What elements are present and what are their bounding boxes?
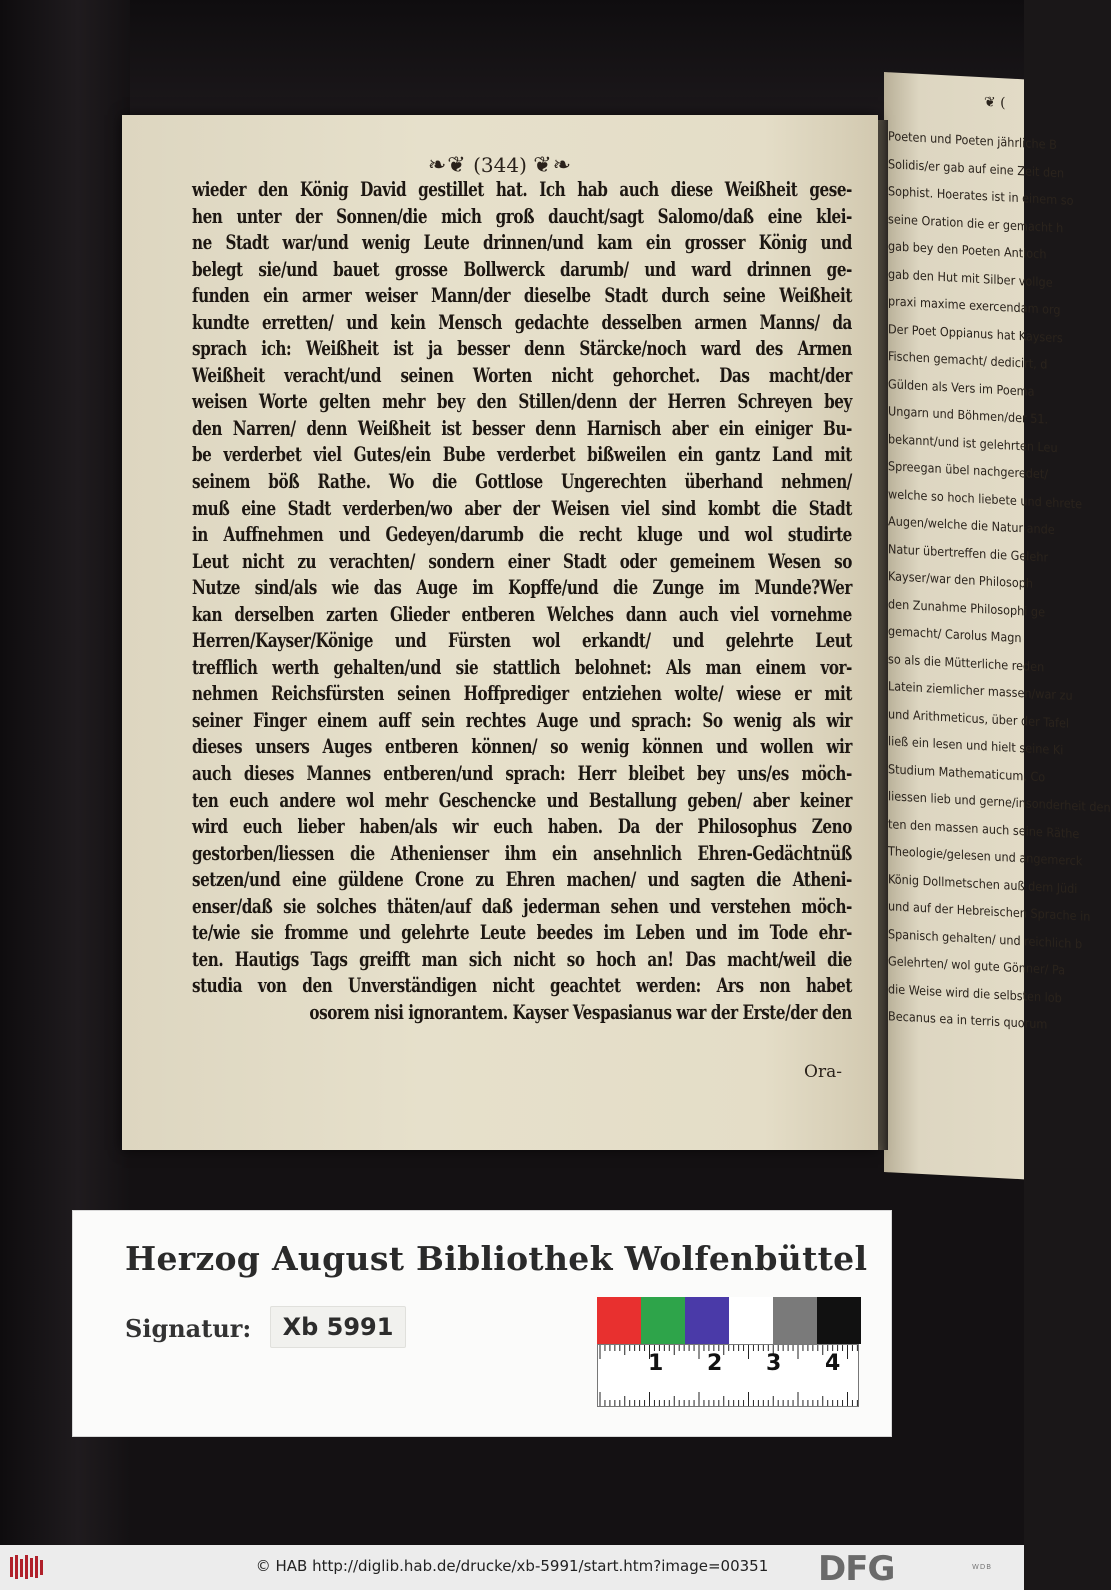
ornament-left-icon: ❧❦ bbox=[427, 153, 467, 178]
facing-text-line: gab bey den Poeten Antioch bbox=[888, 238, 1047, 262]
facing-text-line: seine Oration die er gemacht h bbox=[888, 210, 1064, 235]
text-line: kundte erretten/ und kein Mensch gedachte desselben armen Manns/ da bbox=[192, 310, 852, 334]
text-line: Nutze sind/als wie das Auge im Kopffe/und die Zunge im Munde?Wer bbox=[192, 576, 852, 600]
color-swatch bbox=[597, 1297, 641, 1344]
footer-credit-link[interactable]: © HAB http://diglib.hab.de/drucke/xb-5991/start.htm?image=00351 bbox=[255, 1557, 769, 1575]
text-line: kan derselben zarten Glieder entberen Welches dann auch viel vornehme bbox=[192, 602, 852, 626]
text-line: nehmen Reichsfürsten seinen Hoffprediger entziehen wolte/ wiese er mit bbox=[192, 682, 852, 706]
text-line: Weißheit veracht/und seinen Worten nicht gehorchet. Das macht/der bbox=[192, 363, 852, 387]
text-line: weisen Worte gelten mehr bey den Stillen/denn der Herren Schreyen bey bbox=[192, 390, 852, 414]
text-line: wieder den König David gestillet hat. Ich hab auch diese Weißheit gese- bbox=[192, 178, 852, 201]
color-calibration-target bbox=[597, 1297, 859, 1407]
facing-text-line: welche so hoch liebete und ehrete bbox=[888, 485, 1082, 511]
facing-text-line: bekannt/und ist gelehrten Leu bbox=[888, 430, 1058, 455]
text-line: ne Stadt war/und wenig Leute drinnen/und kam ein grosser König und bbox=[192, 231, 852, 255]
book-page bbox=[122, 115, 878, 1150]
text-line: studia von den Unverständigen nicht geachtet werden: Ars non habet bbox=[192, 974, 852, 998]
facing-text-line: den Zunahme Philosophi ge bbox=[888, 595, 1045, 619]
facing-text-line: und Arithmeticus, über der Tafel bbox=[888, 705, 1069, 731]
facing-text-line: Der Poet Oppianus hat Kaysers bbox=[888, 320, 1063, 345]
facing-text-line: Gülden als Vers im Poema bbox=[888, 375, 1035, 399]
text-line: seinem böß Rathe. Wo die Gottlose Ungerechten überhand nehmen/ bbox=[192, 470, 852, 494]
ruler-number: 4 bbox=[825, 1351, 841, 1376]
facing-text-line: Ungarn und Böhmen/der 51. bbox=[888, 403, 1049, 427]
signature-label: Signatur: bbox=[125, 1314, 252, 1343]
facing-text-line: ließ ein lesen und hielt seine Ki bbox=[888, 733, 1064, 758]
library-label-card bbox=[72, 1210, 892, 1437]
ruler-ticks bbox=[598, 1345, 858, 1406]
facing-text-line: gab den Hut mit Silber vollge bbox=[888, 265, 1053, 290]
signature-value: Xb 5991 bbox=[270, 1306, 406, 1348]
scale-ruler bbox=[597, 1344, 859, 1407]
facing-text-line: Gelehrten/ wol gute Gönner/ Pa bbox=[888, 953, 1066, 978]
color-swatch bbox=[817, 1297, 861, 1344]
facing-text-line: gemacht/ Carolus Magn bbox=[888, 623, 1022, 646]
footer-bar bbox=[0, 1545, 1024, 1590]
ruler-number: 1 bbox=[648, 1351, 664, 1376]
facing-text-line: die Weise wird die selbsten lob bbox=[888, 980, 1062, 1005]
facing-text-line: Sophist. Hoerates ist in einem so bbox=[888, 183, 1074, 208]
text-line: hen unter der Sonnen/die mich groß daucht/sagt Salomo/daß eine klei- bbox=[192, 204, 852, 228]
library-name: Herzog August Bibliothek Wolfenbüttel bbox=[125, 1239, 868, 1278]
facing-text-line: Kayser/war den Philosoph bbox=[888, 568, 1033, 591]
ruler-number: 2 bbox=[707, 1351, 723, 1376]
wdb-logo: WDB bbox=[972, 1563, 993, 1571]
text-line: trefflich werth gehalten/und sie stattlich belohnet: Als man einem vor- bbox=[192, 655, 852, 679]
text-line: wird euch lieber haben/als wir euch haben. Da der Philosophus Zeno bbox=[192, 815, 852, 839]
text-line: auch dieses Mannes entberen/und sprach: Herr bleibet bey uns/es möch- bbox=[192, 762, 852, 786]
color-swatch bbox=[685, 1297, 729, 1344]
facing-text-line: so als die Mütterliche reden bbox=[888, 650, 1045, 674]
facing-page bbox=[884, 72, 1111, 1179]
text-line: seiner Finger einem auff sein rechtes Auge und sprach: So wenig als wir bbox=[192, 708, 852, 732]
text-line: den Narren/ denn Weißheit ist besser denn Harnisch aber ein einiger Bu- bbox=[192, 416, 852, 440]
text-line: be verderbet viel Gutes/ein Bube verderbet bißweilen ein gantz Land mit bbox=[192, 443, 852, 467]
text-line: Leut nicht zu verachten/ sondern einer Stadt oder gemeinem Wesen so bbox=[192, 549, 852, 573]
text-line: setzen/und eine güldene Crone zu Ehren machen/ und sagten die Atheni- bbox=[192, 868, 852, 892]
facing-page-text bbox=[884, 122, 1111, 1037]
color-swatch bbox=[641, 1297, 685, 1344]
facing-text-line: praxi maxime exercendam org bbox=[888, 293, 1061, 318]
facing-text-line: Solidis/er gab auf eine Zeit den bbox=[888, 155, 1065, 180]
page-header bbox=[122, 153, 878, 178]
text-line: funden ein armer weiser Mann/der dieselbe Stadt durch seine Weißheit bbox=[192, 284, 852, 308]
facing-text-line: Natur übertreffen die Gelehr bbox=[888, 540, 1049, 565]
facing-text-line: Studium Mathematicum, Co bbox=[888, 760, 1046, 784]
facing-text-line: Fischen gemacht/ dedicirt, d bbox=[888, 348, 1048, 372]
text-line: belegt sie/und bauet grosse Bollwerck darumb/ und ward drinnen ge- bbox=[192, 257, 852, 281]
text-line: sprach ich: Weißheit ist ja besser denn Stärcke/noch ward des Armen bbox=[192, 337, 852, 361]
page-text-block bbox=[192, 177, 852, 1027]
facing-text-line: Theologie/gelesen und angemerck bbox=[888, 843, 1083, 869]
text-line: in Auffnehmen und Gedeyen/darumb die recht kluge und wol studirte bbox=[192, 523, 852, 547]
dfg-logo: DFG bbox=[818, 1549, 895, 1589]
facing-text-line: liessen lieb und gerne/insonderheit den bbox=[888, 788, 1111, 815]
text-line: osorem nisi ignorantem. Kayser Vespasianus war der Erste/der den bbox=[309, 1000, 852, 1024]
facing-text-line: ten den massen auch seine Räthe bbox=[888, 815, 1080, 841]
ruler-number: 3 bbox=[766, 1351, 782, 1376]
facing-text-line: Poeten und Poeten jährliche B bbox=[888, 128, 1057, 153]
text-line: muß eine Stadt verderben/wo aber der Weisen viel sind kombt die Stadt bbox=[192, 496, 852, 520]
color-swatch bbox=[773, 1297, 817, 1344]
text-line: enser/daß sie solches thäten/auf daß jederman sehen und verstehen möch- bbox=[192, 894, 852, 918]
ornament-right-icon: ❦❧ bbox=[533, 153, 573, 178]
text-line: te/wie sie fromme und gelehrte Leute beedes im Leben und im Tode ehr- bbox=[192, 921, 852, 945]
facing-text-line: Latein ziemlicher massen/war zu bbox=[888, 678, 1073, 703]
facing-text-line: Spanisch gehalten/ und reichlich b bbox=[888, 925, 1083, 951]
text-line: ten. Hautigs Tags greifft man sich nicht so hoch an! Das macht/weil die bbox=[192, 947, 852, 971]
text-line: gestorben/liessen die Athenienser ihm ein ansehnlich Ehren-Gedächtnüß bbox=[192, 841, 852, 865]
facing-text-line: Becanus ea in terris quorum bbox=[888, 1008, 1048, 1032]
facing-text-line: König Dollmetschen auß dem Jüdi bbox=[888, 870, 1078, 896]
text-line: ten euch andere wol mehr Geschencke und Bestallung geben/ aber keiner bbox=[192, 788, 852, 812]
text-line: Herren/Kayser/Könige und Fürsten wol erkandt/ und gelehrte Leut bbox=[192, 629, 852, 653]
facing-text-line: und auf der Hebreischen Sprache in bbox=[888, 898, 1091, 924]
color-swatch bbox=[729, 1297, 773, 1344]
facing-page-header: ❦ ( bbox=[984, 94, 1006, 112]
page-number: (344) bbox=[473, 153, 527, 177]
catchword: Ora- bbox=[804, 1062, 842, 1082]
facing-text-line: Spreegan übel nachgeredet/ bbox=[888, 458, 1049, 482]
text-line: dieses unsers Auges entberen können/ so wenig können und wollen wir bbox=[192, 735, 852, 759]
facing-text-line: Augen/welche die Natur ande bbox=[888, 513, 1055, 537]
